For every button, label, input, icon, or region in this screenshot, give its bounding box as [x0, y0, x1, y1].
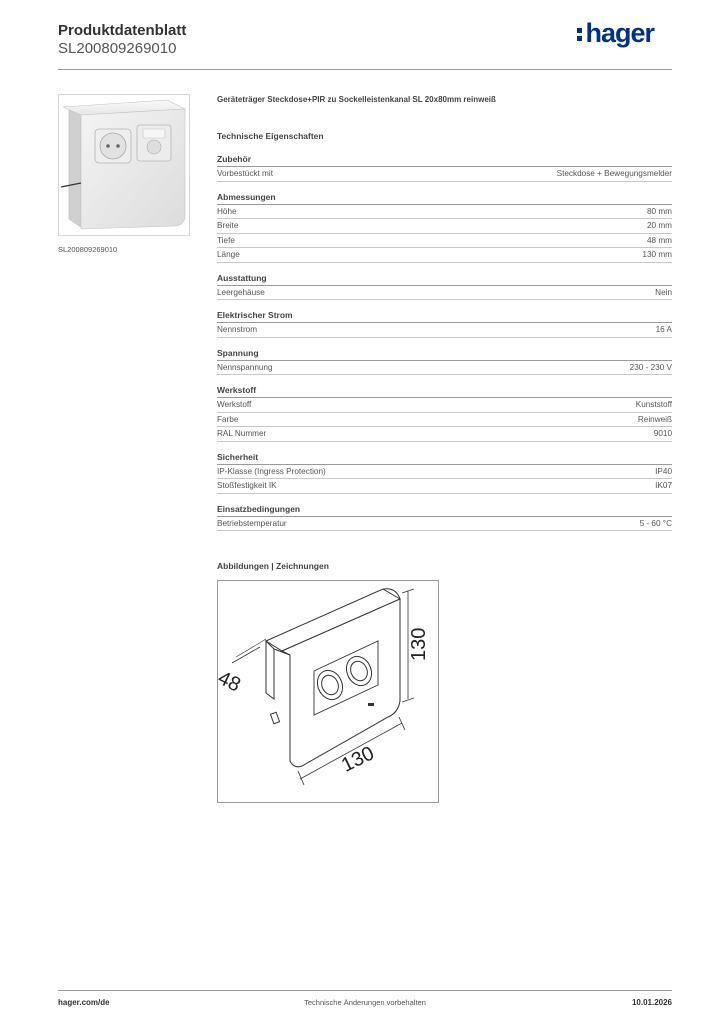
- page-title: Produktdatenblatt: [58, 22, 187, 39]
- article-number: SL200809269010: [58, 40, 177, 57]
- dimension-drawing: [218, 581, 438, 802]
- property-group: [217, 273, 672, 301]
- property-group-title: Spannung: [217, 348, 672, 361]
- property-row: [217, 167, 672, 182]
- property-group-title: Einsatzbedingungen: [217, 504, 672, 517]
- property-label: RAL Nummer: [217, 429, 267, 438]
- property-group: [217, 192, 672, 263]
- property-row: [217, 219, 672, 234]
- technical-drawing: [214, 580, 439, 803]
- property-value: Reinweiß: [637, 414, 672, 424]
- property-group: [217, 452, 672, 494]
- technical-properties-heading: Technische Eigenschaften: [217, 131, 324, 141]
- property-row: [217, 234, 672, 249]
- property-row: [217, 286, 672, 301]
- property-value: Steckdose + Bewegungsmelder: [556, 169, 672, 178]
- hager-logo: hager: [577, 18, 654, 49]
- property-label: Leergehäuse: [217, 287, 265, 297]
- property-value: 20 mm: [646, 221, 672, 230]
- property-label: Werkstoff: [217, 400, 252, 409]
- property-row: [217, 427, 672, 442]
- logo-colon-icon: [577, 24, 583, 43]
- property-group-title: Elektrischer Strom: [217, 310, 672, 323]
- product-photo-caption: SL200809269010: [58, 245, 118, 254]
- page-footer: [58, 990, 672, 1010]
- property-row: [217, 205, 672, 220]
- property-value: IK07: [655, 481, 672, 490]
- property-row: [217, 479, 672, 494]
- property-group: [217, 504, 672, 532]
- property-value: 80 mm: [646, 206, 672, 216]
- property-groups: [217, 154, 672, 531]
- property-value: Nein: [655, 287, 672, 297]
- property-label: Breite: [217, 221, 239, 230]
- property-label: Vorbestückt mit: [217, 169, 273, 178]
- property-group: [217, 348, 672, 376]
- property-group-title: Zubehör: [217, 154, 672, 167]
- property-value: 5 - 60 °C: [639, 518, 672, 528]
- property-label: Nennstrom: [217, 325, 258, 334]
- property-value: 230 - 230 V: [629, 362, 672, 372]
- product-photo-illustration: [59, 95, 189, 235]
- dimension-label-height: 130: [408, 627, 430, 661]
- property-row: [217, 361, 672, 376]
- product-description: Geräteträger Steckdose+PIR zu Sockelleistenkanal SL 20x80mm reinweiß: [217, 95, 496, 104]
- property-row: [217, 398, 672, 413]
- product-content: [217, 95, 672, 531]
- property-value: IP40: [655, 466, 672, 476]
- property-label: Höhe: [217, 206, 237, 216]
- drawings-heading: Abbildungen | Zeichnungen: [217, 561, 329, 571]
- footer-website: hager.com/de: [58, 998, 110, 1007]
- property-group-title: Sicherheit: [217, 452, 672, 465]
- property-label: IP-Klasse (Ingress Protection): [217, 466, 326, 476]
- property-label: Farbe: [217, 414, 239, 424]
- property-row: [217, 323, 672, 338]
- property-value: 16 A: [655, 325, 672, 334]
- dimension-label-depth: 48: [214, 667, 244, 697]
- property-row: [217, 465, 672, 480]
- product-photo: [58, 94, 190, 236]
- property-value: 130 mm: [642, 250, 672, 259]
- footer-date: 10.01.2026: [631, 998, 672, 1007]
- property-value: 9010: [653, 429, 672, 438]
- property-row: [217, 248, 672, 263]
- property-value: 48 mm: [646, 235, 672, 245]
- property-row: [217, 413, 672, 428]
- property-label: Nennspannung: [217, 362, 273, 372]
- property-label: Betriebstemperatur: [217, 518, 287, 528]
- footer-notice: Technische Änderungen vorbehalten: [304, 998, 426, 1007]
- property-group: [217, 385, 672, 442]
- property-value: Kunststoff: [635, 400, 672, 409]
- property-group: [217, 154, 672, 182]
- dimension-label-length: 130: [338, 742, 378, 777]
- property-group-title: Abmessungen: [217, 192, 672, 205]
- property-group-title: Werkstoff: [217, 385, 672, 398]
- property-label: Stoßfestigkeit IK: [217, 481, 277, 490]
- property-row: [217, 517, 672, 532]
- property-group-title: Ausstattung: [217, 273, 672, 286]
- property-label: Tiefe: [217, 235, 235, 245]
- property-label: Länge: [217, 250, 240, 259]
- property-group: [217, 310, 672, 338]
- page-header: [58, 18, 672, 70]
